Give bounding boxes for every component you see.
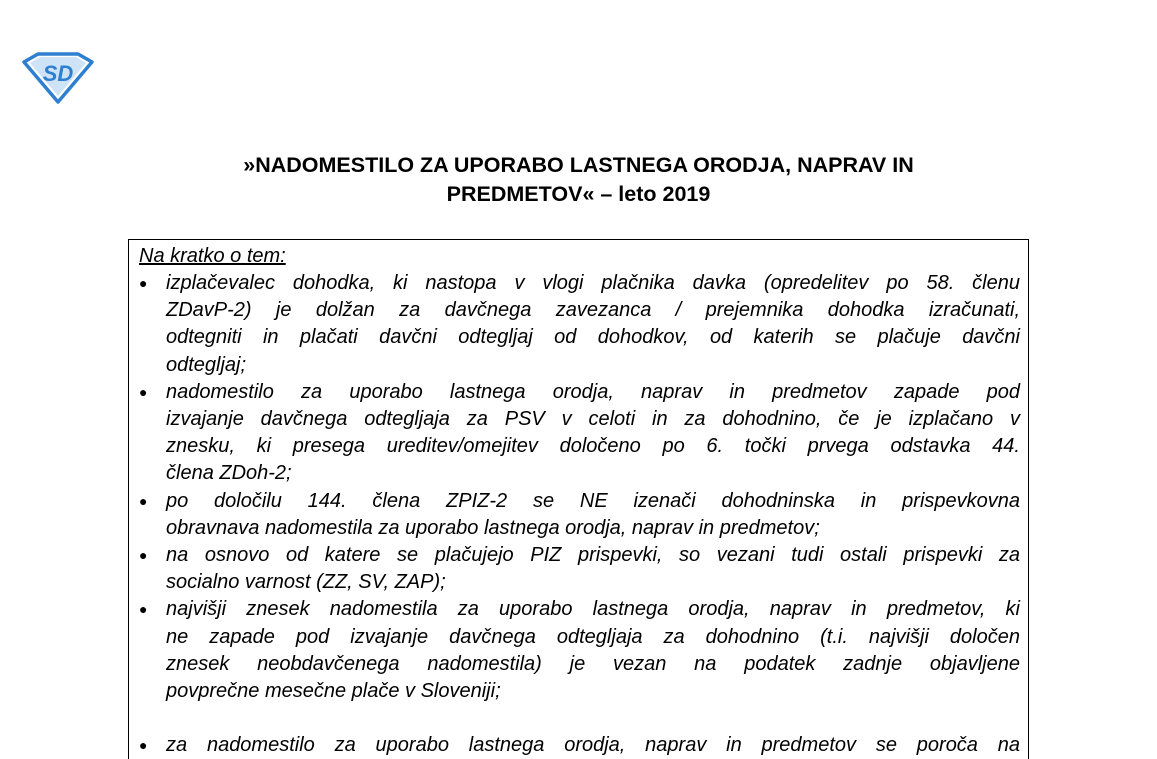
list-gap	[129, 705, 1028, 732]
list-item	[129, 732, 1028, 759]
list-item-line: ZDavP-2) je dolžan za davčnega zavezanca / prejemnika dohodka izračunati,	[166, 299, 1020, 322]
list-item	[129, 379, 1028, 488]
page-title-line-1: »NADOMESTILO ZA UPORABO LASTNEGA ORODJA, NAPRAV IN	[243, 153, 914, 177]
list-item-line: znesku, ki presega ureditev/omejitev določeno po 6. točki prvega odstavka 44.	[166, 435, 1020, 458]
list-item	[129, 270, 1028, 379]
list-item-line: odtegljaj;	[166, 353, 247, 376]
list-item-line: za nadomestilo za uporabo lastnega orodja, naprav in predmetov se poroča na	[166, 734, 1020, 757]
list-item-line: po določilu 144. člena ZPIZ-2 se NE izenači dohodninska in prispevkovna	[166, 489, 1020, 512]
list-item-line: socialno varnost (ZZ, SV, ZAP);	[166, 571, 446, 594]
list-item	[129, 488, 1028, 542]
list-item-line: obravnava nadomestila za uporabo lastnega orodja, naprav in predmetov;	[166, 516, 820, 539]
list-item-line: odtegniti in plačati davčni odtegljaj od dohodkov, od katerih se plačuje davčni	[166, 326, 1020, 349]
list-item	[129, 542, 1028, 596]
sd-shield-logo-icon	[20, 52, 96, 104]
bullet-icon: ●	[139, 737, 148, 754]
list-item-line: izvajanje davčnega odtegljaja za PSV v celoti in za dohodnino, če je izplačano v	[166, 408, 1020, 431]
bullet-icon: ●	[139, 547, 148, 564]
summary-box	[128, 239, 1029, 759]
bullet-icon: ●	[139, 275, 148, 291]
summary-list	[129, 270, 1028, 759]
summary-heading: Na kratko o tem:	[139, 245, 286, 267]
bullet-icon: ●	[139, 492, 148, 509]
page-title	[0, 151, 1157, 209]
list-item	[129, 596, 1028, 705]
list-item-line: najvišji znesek nadomestila za uporabo lastnega orodja, naprav in predmetov, ki	[166, 598, 1020, 621]
list-item-line: člena ZDoh-2;	[166, 462, 292, 485]
list-item-line: znesek neobdavčenega nadomestila) je vezan na podatek zadnje objavljene	[166, 652, 1020, 675]
list-item-line: ne zapade pod izvajanje davčnega odtegljaja za dohodnino (t.i. najvišji določen	[166, 625, 1020, 648]
list-item-line: nadomestilo za uporabo lastnega orodja, naprav in predmetov zapade pod	[166, 380, 1020, 403]
bullet-icon: ●	[139, 383, 148, 400]
list-item-line: izplačevalec dohodka, ki nastopa v vlogi plačnika davka (opredelitev po 58. členu	[166, 272, 1020, 294]
logo-text: SD	[42, 61, 74, 86]
bullet-icon: ●	[139, 601, 148, 618]
list-item-line: na osnovo od katere se plačujejo PIZ prispevki, so vezani tudi ostali prispevki za	[166, 544, 1020, 567]
list-item-line: povprečne mesečne plače v Sloveniji;	[166, 680, 501, 703]
page-title-line-2: PREDMETOV« – leto 2019	[446, 182, 711, 206]
